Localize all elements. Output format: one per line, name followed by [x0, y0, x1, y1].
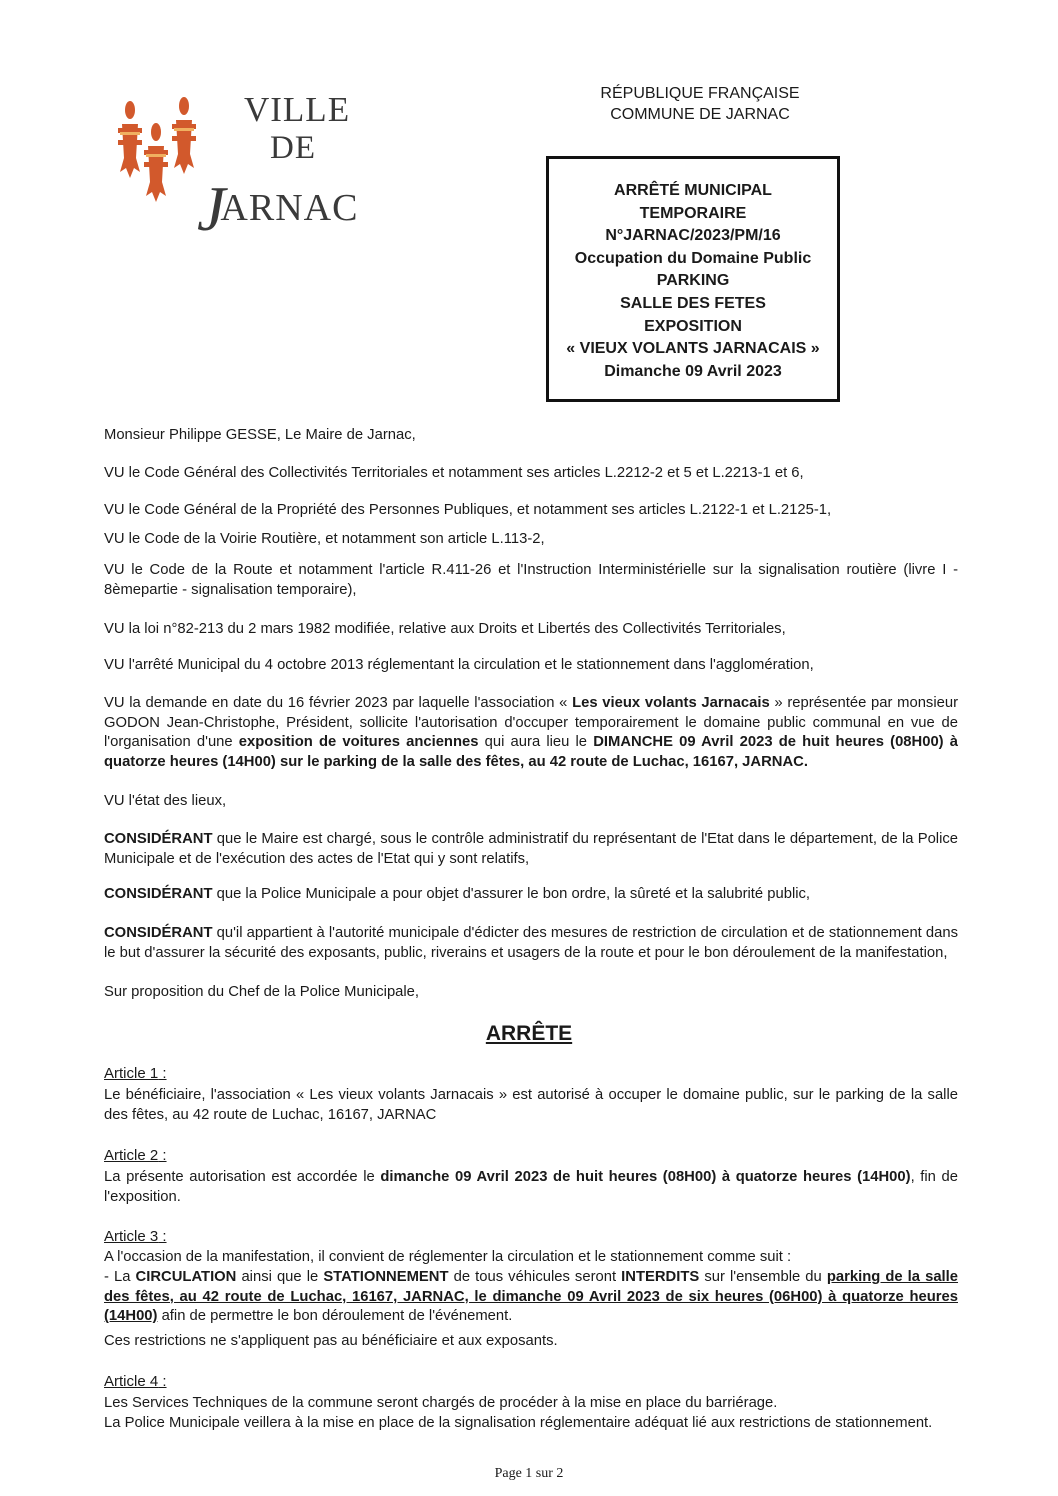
article-2-text-a: La présente autorisation est accordée le	[104, 1169, 381, 1185]
article-4-colon: :	[158, 1373, 167, 1390]
vu-arrete-2013: VU l'arrêté Municipal du 4 octobre 2013 réglementant la circulation et le stationnement dans l'agglomération,	[104, 657, 814, 673]
box-line-6: SALLE DES FETES	[620, 294, 766, 312]
article-2-text-c: , fin de l'exposition.	[104, 1169, 958, 1205]
box-line-4: Occupation du Domaine Public	[574, 249, 812, 267]
considerant-2-text: que la Police Municipale a pour objet d'assurer le bon ordre, la sûreté et la salubrité public,	[212, 886, 811, 902]
article-3-intro: A l'occasion de la manifestation, il convient de réglementer la circulation et le stationnement comme suit :	[104, 1249, 792, 1265]
vu-voirie: VU le Code de la Voirie Routière, et notamment son article L.113-2,	[104, 531, 545, 547]
article-4-line-1: Les Services Techniques de la commune seront chargés de procéder à la mise en place du barriérage.	[104, 1395, 778, 1411]
article-3-text-c: ainsi que le	[236, 1269, 324, 1285]
ville-de-jarnac-logo	[112, 92, 392, 242]
considerant-1-text: que le Maire est chargé, sous le contrôle administratif du représentant de l'Etat dans le département, de la Police Municipale et de l'exécution des actes de l'Etat qui y sont relatifs,	[104, 831, 958, 867]
box-line-7: EXPOSITION	[644, 317, 742, 335]
box-line-3: N°JARNAC/2023/PM/16	[605, 227, 781, 245]
article-3-text-a: - La	[104, 1269, 136, 1285]
article-1-title: Article 1	[104, 1065, 159, 1082]
considerant-3	[104, 924, 958, 963]
header-republic	[560, 83, 840, 125]
article-1-colon: :	[158, 1065, 167, 1082]
vu-cgppp: VU le Code Général de la Propriété des Personnes Publiques, et notamment ses articles L.2122-1 et L.2125-1,	[104, 502, 832, 518]
article-2-heading	[104, 1146, 167, 1166]
logo-initial-j: J	[197, 173, 227, 244]
vu-code-route: VU le Code de la Route et notamment l'article R.411-26 et l'Instruction Interministérielle sur la signalisation routière (livre I - 8èmepartie - signalisation temporaire),	[104, 562, 958, 598]
article-1-heading	[104, 1064, 167, 1084]
article-3-text-g: sur l'ensemble du	[699, 1269, 827, 1285]
article-3-lieu-horaire: parking de la salle des fêtes, au 42 route de Luchac, 16167, JARNAC, le dimanche 09 Avril 2023 de six heures (06H00) à quatorze heures (14H00)	[104, 1269, 959, 1324]
page-footer: Page 1 sur 2	[494, 1466, 564, 1481]
article-1-text: Le bénéficiaire, l'association « Les vieux volants Jarnacais » est autorisé à occuper le domaine public, sur le parking de la salle des fêtes, au 42 route de Luchac, 16167, JARNAC	[104, 1087, 958, 1123]
box-line-9: Dimanche 09 Avril 2023	[604, 362, 782, 380]
box-line-5: PARKING	[656, 272, 730, 290]
maire-line: Monsieur Philippe GESSE, Le Maire de Jarnac,	[104, 427, 416, 443]
vu-cgct: VU le Code Général des Collectivités Territoriales et notamment ses articles L.2212-2 et 5 et L.2213-1 et 6,	[104, 465, 804, 481]
article-3-title: Article 3	[104, 1228, 159, 1245]
box-line-1: ARRÊTÉ MUNICIPAL	[614, 182, 772, 199]
considerant-3-text: qu'il appartient à l'autorité municipale d'édicter des mesures de restriction de circulation et de stationnement dans le but d'assurer la sécurité des exposants, public, riverains et usagers de la route et pour le bon déroulement de la manifestation,	[104, 925, 958, 961]
vu-demande-exposition: exposition de voitures anciennes	[238, 734, 479, 750]
article-3-restrictions: Ces restrictions ne s'appliquent pas au bénéficiaire et aux exposants.	[104, 1333, 558, 1349]
article-3-interdits: INTERDITS	[621, 1269, 700, 1285]
vu-demande	[104, 694, 958, 772]
logo-line-jarnac	[197, 162, 359, 244]
considerant-3-label: CONSIDÉRANT	[104, 925, 213, 941]
article-3-heading	[104, 1227, 167, 1247]
logo-jarnac-rest: ARNAC	[220, 187, 359, 229]
box-line-8: « VIEUX VOLANTS JARNACAIS »	[566, 340, 820, 358]
article-4-title: Article 4	[104, 1373, 159, 1390]
considerant-1-label: CONSIDÉRANT	[104, 831, 213, 847]
article-4-line-2: La Police Municipale veillera à la mise en place de la signalisation réglementaire adéquat lié aux restrictions de stationnement.	[104, 1415, 933, 1431]
box-line-2: TEMPORAIRE	[639, 204, 747, 222]
vu-etat-lieux: VU l'état des lieux,	[104, 793, 227, 809]
vu-demande-date-lieu: DIMANCHE 09 Avril 2023 de huit heures (08H00) à quatorze heures (14H00) sur le parking de la salle des fêtes, au 42 route de Luchac, 16167, JARNAC.	[104, 734, 958, 770]
article-3-text-i: afin de permettre le bon déroulement de l'événement.	[157, 1308, 513, 1324]
considerant-1	[104, 830, 958, 869]
article-3-stationnement: STATIONNEMENT	[323, 1269, 449, 1285]
article-2-colon: :	[158, 1147, 167, 1164]
article-4-heading	[104, 1372, 167, 1392]
arrete-heading: ARRÊTE	[485, 1022, 573, 1045]
article-3-text-e: de tous véhicules seront	[448, 1269, 622, 1285]
logo-line-ville: VILLE	[244, 90, 351, 129]
considerant-2-label: CONSIDÉRANT	[104, 886, 213, 902]
article-2-text	[104, 1168, 958, 1207]
article-3-mesure	[104, 1268, 958, 1327]
vu-demande-text-c: » représentée par monsieur GODON Jean-Christophe, Président, sollicite l'autorisation d'occuper temporairement le domaine public communal en vue de l'organisation d'une	[104, 695, 959, 750]
republique-francaise: RÉPUBLIQUE FRANÇAISE	[600, 85, 800, 102]
commune-de-jarnac: COMMUNE DE JARNAC	[610, 106, 790, 123]
sur-proposition: Sur proposition du Chef de la Police Municipale,	[104, 984, 420, 1000]
article-3-colon: :	[158, 1228, 167, 1245]
considerant-2	[104, 885, 958, 905]
article-3-circulation: CIRCULATION	[135, 1269, 237, 1285]
logo-line-de: DE	[270, 130, 316, 166]
article-2-horaire: dimanche 09 Avril 2023 de huit heures (08H00) à quatorze heures (14H00)	[380, 1169, 911, 1185]
vu-demande-text-a: VU la demande en date du 16 février 2023 par laquelle l'association «	[104, 695, 573, 711]
arrete-title-box	[546, 156, 840, 402]
article-2-title: Article 2	[104, 1147, 159, 1164]
vu-demande-association: Les vieux volants Jarnacais	[572, 695, 770, 711]
vu-demande-text-e: qui aura lieu le	[478, 734, 594, 750]
vu-loi-1982: VU la loi n°82-213 du 2 mars 1982 modifiée, relative aux Droits et Libertés des Collectivités Territoriales,	[104, 621, 786, 637]
